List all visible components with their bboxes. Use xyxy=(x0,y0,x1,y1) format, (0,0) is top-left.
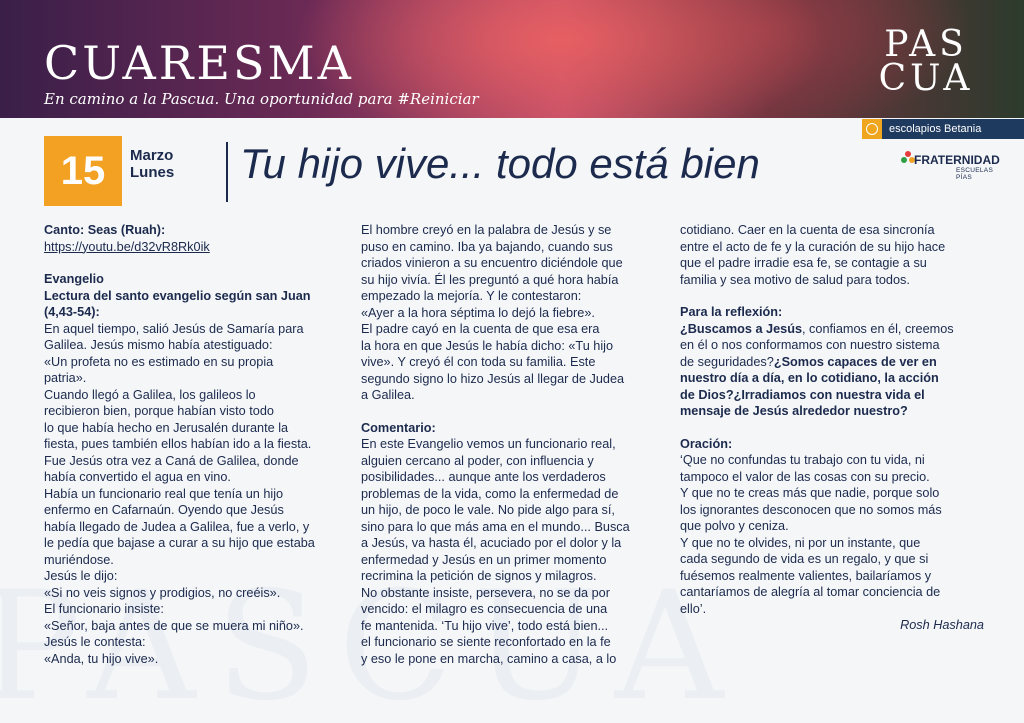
header-banner xyxy=(0,0,1024,118)
reading-title: Lectura del santo evangelio según san Juan (4,43-54): xyxy=(44,288,311,319)
gospel-line: criados vinieron a su encuentro diciéndole que xyxy=(361,256,623,270)
page-title: Tu hijo vive... todo está bien xyxy=(240,140,760,187)
gospel-line: «Ayer a la hora séptima lo dejó la fiebre». xyxy=(361,305,595,320)
gospel-label: Evangelio xyxy=(44,272,104,286)
gospel-line: El funcionario insiste: xyxy=(44,602,164,616)
comment-line: el funcionario se siente reconfortado en la fe xyxy=(361,635,611,649)
comment-line: enfermedad y Jesús en un primer momento xyxy=(361,552,607,567)
column-2 xyxy=(361,222,661,667)
gospel-line: había convertido el agua en vino. xyxy=(44,470,231,484)
gospel-line: vive». Y creyó él con toda su familia. Este xyxy=(361,355,596,369)
song-label: Canto: Seas (Ruah): xyxy=(44,223,166,237)
gospel-line: «Anda, tu hijo vive». xyxy=(44,651,159,666)
gospel-line: la hora en que Jesús le había dicho: «Tu hijo xyxy=(361,338,614,353)
gospel-line: En aquel tiempo, salió Jesús de Samaría para xyxy=(44,321,304,336)
reflection-line xyxy=(680,321,984,338)
gospel-line: «Si no veis signos y prodigios, no creéis». xyxy=(44,585,281,600)
gospel-line: recibieron bien, porque habían visto todo xyxy=(44,404,274,418)
escolapios-label: escolapios Betania xyxy=(889,123,982,135)
gospel-line: lo que había hecho en Jerusalén durante la xyxy=(44,420,289,435)
reflection-line: mensaje de Jesús alrededor nuestro? xyxy=(680,404,908,418)
gospel-line: puso en camino. Iba ya bajando, cuando sus xyxy=(361,239,613,254)
song-link[interactable]: https://youtu.be/d32vR8Rk0ik xyxy=(44,239,210,254)
reflection-question: ¿Somos capaces de ver en xyxy=(773,354,937,369)
gospel-line: muriéndose. xyxy=(44,552,114,567)
prayer-line: cada segundo de vida es un regalo, y que si xyxy=(680,552,929,566)
fraternidad-name: FRATERNIDAD xyxy=(914,153,1000,167)
comment-line: que el padre irradie esa fe, se contagie a su xyxy=(680,256,927,270)
gospel-line: «Señor, baja antes de que se muera mi niño». xyxy=(44,618,304,633)
date-label xyxy=(130,147,174,181)
prayer-line: fuésemos realmente valientes, bailaríamos y xyxy=(680,568,932,583)
weekday-label: Lunes xyxy=(130,164,175,181)
gospel-line: patria». xyxy=(44,371,87,385)
prayer-signature: Rosh Hashana xyxy=(900,618,984,632)
comment-line: posibilidades... aunque ante los verdaderos xyxy=(361,470,606,484)
gospel-line: empezado la mejoría. Y le contestaron: xyxy=(361,289,582,303)
comment-line: vencido: el milagro es consecuencia de una xyxy=(361,602,608,616)
gospel-line: Había un funcionario real que tenía un hijo xyxy=(44,486,284,501)
comment-line: y eso le pone en marcha, camino a casa, a lo xyxy=(361,651,617,666)
banner-title: CUARESMA xyxy=(44,36,354,90)
pascua-logo-line2: CUA xyxy=(878,58,974,99)
prayer-line: ‘Que no confundas tu trabajo con tu vida, ni xyxy=(680,453,925,467)
gospel-line: segundo signo lo hizo Jesús al llegar de Judea xyxy=(361,371,625,386)
gospel-line: fiesta, pues también ellos habían ido a la fiesta. xyxy=(44,437,312,451)
reflection-line xyxy=(680,354,984,371)
comment-line: cotidiano. Caer en la cuenta de esa sincronía xyxy=(680,223,935,237)
prayer-line: los ignorantes desconocen que no somos más xyxy=(680,502,942,517)
prayer-label: Oración: xyxy=(680,436,733,451)
comment-line: alguien cercano al poder, con influencia y xyxy=(361,453,594,468)
comment-line: problemas de la vida, como la enfermedad de xyxy=(361,486,619,501)
column-3 xyxy=(680,222,984,634)
escolapios-icon xyxy=(862,119,882,139)
pascua-logo xyxy=(868,24,984,99)
comment-label: Comentario: xyxy=(361,420,436,435)
reflection-line: en él o nos conformamos con nuestro sistema xyxy=(680,338,940,352)
title-divider xyxy=(226,142,228,202)
gospel-line: Jesús le contesta: xyxy=(44,635,146,649)
gospel-line: El padre cayó en la cuenta de que esa era xyxy=(361,322,600,336)
comment-line: fe mantenida. ‘Tu hijo vive’, todo está bien... xyxy=(361,618,609,633)
reflection-line: nuestro día a día, en lo cotidiano, la acción xyxy=(680,371,939,385)
gospel-line: le pedía que bajase a curar a su hijo que estaba xyxy=(44,536,315,550)
prayer-line: ello’. xyxy=(680,601,707,616)
comment-line: un hijo, de poco le vale. No pide algo para sí, xyxy=(361,503,615,517)
comment-line: sino para lo que más ama en el mundo... Busca xyxy=(361,519,630,534)
comment-line: En este Evangelio vemos un funcionario real, xyxy=(361,437,616,451)
reflection-label: Para la reflexión: xyxy=(680,305,783,319)
reflection-question: ¿Buscamos a Jesús xyxy=(680,321,802,336)
gospel-line: a Galilea. xyxy=(361,388,415,402)
escolapios-strip xyxy=(862,119,1024,139)
comment-line: a Jesús, va hasta él, acuciado por el dolor y la xyxy=(361,536,622,550)
gospel-line: «Un profeta no es estimado en su propia xyxy=(44,354,274,369)
banner-subtitle: En camino a la Pascua. Una oportunidad para #Reiniciar xyxy=(44,90,479,108)
month-label: Marzo xyxy=(130,147,174,164)
gospel-line: enfermo en Cafarnaún. Oyendo que Jesús xyxy=(44,503,284,517)
gospel-line: Fue Jesús otra vez a Caná de Galilea, donde xyxy=(44,453,299,468)
comment-line: entre el acto de fe y la curación de su hijo hace xyxy=(680,239,946,254)
gospel-line: Jesús le dijo: xyxy=(44,569,118,583)
fraternidad-sub: ESCUELAS PÍAS xyxy=(956,167,994,181)
day-number: 15 xyxy=(44,136,122,206)
prayer-line: Y que no te olvides, ni por un instante, que xyxy=(680,535,921,550)
prayer-line: tampoco el valor de las cosas con su precio. xyxy=(680,469,930,484)
comment-line: No obstante insiste, persevera, no se da por xyxy=(361,585,610,600)
pascua-logo-line1: PAS xyxy=(884,24,968,65)
prayer-line: que polvo y ceniza. xyxy=(680,519,789,533)
reflection-text: , confiamos en él, creemos xyxy=(802,321,954,336)
gospel-line: había llegado de Judea a Galilea, fue a verlo, y xyxy=(44,519,310,534)
comment-line: familia y sea motivo de salud para todos. xyxy=(680,272,910,287)
gospel-line: Cuando llegó a Galilea, los galileos lo xyxy=(44,387,256,402)
gospel-line: Galilea. Jesús mismo había atestiguado: xyxy=(44,338,273,352)
reflection-line: de Dios?¿Irradiamos con nuestra vida el xyxy=(680,387,925,402)
reflection-text: de seguridades? xyxy=(680,354,774,369)
prayer-line: cantaríamos de alegría al tomar conciencia de xyxy=(680,585,941,599)
gospel-line: El hombre creyó en la palabra de Jesús y se xyxy=(361,223,612,237)
comment-line: recrimina la petición de signos y milagros. xyxy=(361,569,597,583)
prayer-line: Y que no te creas más que nadie, porque solo xyxy=(680,486,940,500)
column-1 xyxy=(44,222,344,667)
gospel-line: su hijo vivía. Él les preguntó a qué hora había xyxy=(361,272,619,287)
